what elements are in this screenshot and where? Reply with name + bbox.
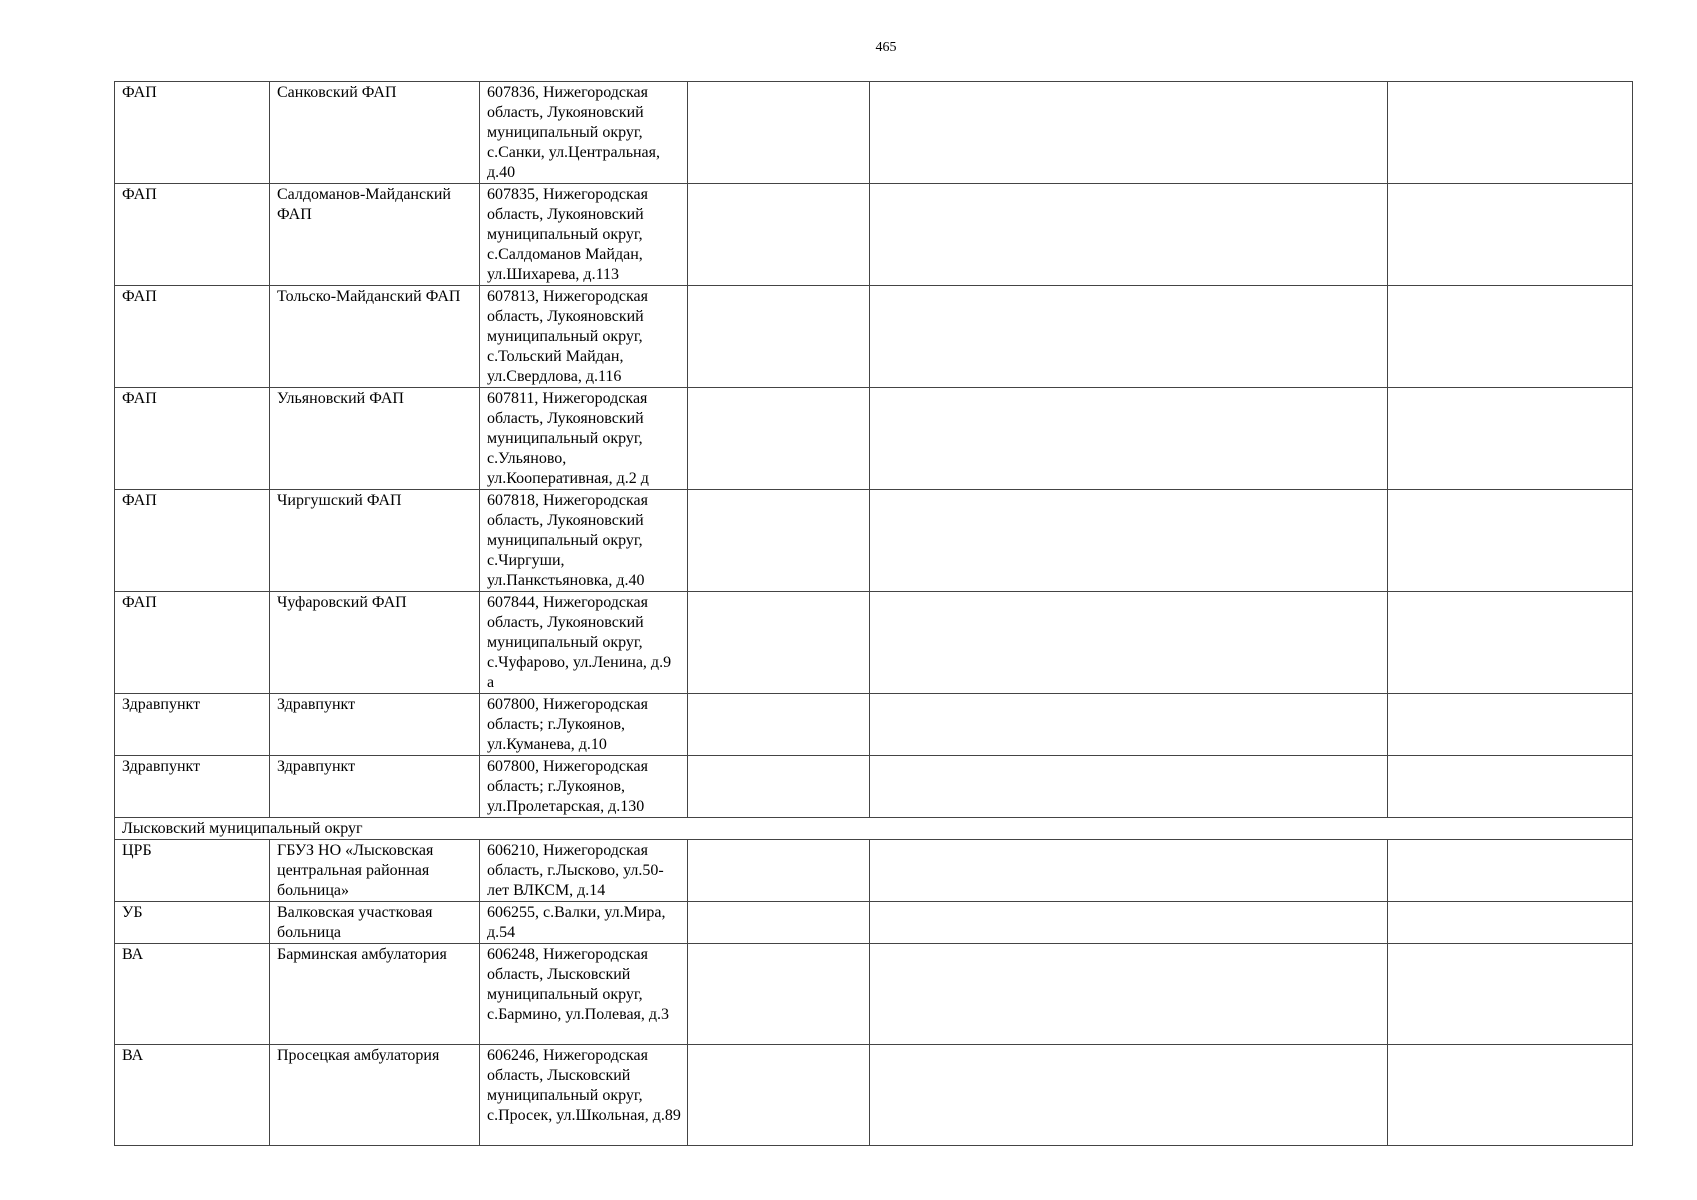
empty-cell xyxy=(1388,902,1633,944)
facility-type-cell: ЦРБ xyxy=(115,840,270,902)
table-row xyxy=(115,286,1633,388)
facility-type-cell: ФАП xyxy=(115,184,270,286)
empty-cell xyxy=(688,694,870,756)
empty-cell xyxy=(870,82,1388,184)
empty-cell xyxy=(1388,592,1633,694)
empty-cell xyxy=(870,388,1388,490)
facility-address-cell: 606248, Нижегородская область, Лысковский муниципальный округ, с.Бармино, ул.Полевая, д.3 xyxy=(480,944,688,1045)
empty-cell xyxy=(1388,490,1633,592)
empty-cell xyxy=(688,944,870,1045)
section-heading: Лысковский муниципальный округ xyxy=(115,818,1633,840)
empty-cell xyxy=(1388,944,1633,1045)
table-row xyxy=(115,592,1633,694)
facility-name-cell: Валковская участковая больница xyxy=(270,902,480,944)
facility-type-cell: УБ xyxy=(115,902,270,944)
facility-address-cell: 607818, Нижегородская область, Лукояновский муниципальный округ, с.Чиргуши, ул.Панкстьяновка, д.40 xyxy=(480,490,688,592)
table-row xyxy=(115,840,1633,902)
empty-cell xyxy=(688,902,870,944)
facility-name-cell: Просецкая амбулатория xyxy=(270,1045,480,1146)
facilities-table xyxy=(114,81,1633,1146)
table-row xyxy=(115,756,1633,818)
empty-cell xyxy=(688,184,870,286)
empty-cell xyxy=(1388,694,1633,756)
empty-cell xyxy=(1388,286,1633,388)
empty-cell xyxy=(870,756,1388,818)
facility-address-cell: 607800, Нижегородская область; г.Лукоянов, ул.Пролетарская, д.130 xyxy=(480,756,688,818)
facility-name-cell: Чуфаровский ФАП xyxy=(270,592,480,694)
facility-address-cell: 607813, Нижегородская область, Лукояновский муниципальный округ, с.Тольский Майдан, ул.Свердлова, д.116 xyxy=(480,286,688,388)
facility-type-cell: Здравпункт xyxy=(115,694,270,756)
table-row xyxy=(115,944,1633,1045)
empty-cell xyxy=(870,184,1388,286)
table-row xyxy=(115,388,1633,490)
table-row xyxy=(115,694,1633,756)
empty-cell xyxy=(870,490,1388,592)
empty-cell xyxy=(688,592,870,694)
facility-type-cell: ФАП xyxy=(115,286,270,388)
empty-cell xyxy=(870,694,1388,756)
facility-address-cell: 606246, Нижегородская область, Лысковский муниципальный округ, с.Просек, ул.Школьная, д.89 xyxy=(480,1045,688,1146)
section-row xyxy=(115,818,1633,840)
empty-cell xyxy=(688,388,870,490)
table-row xyxy=(115,490,1633,592)
facility-name-cell: Чиргушский ФАП xyxy=(270,490,480,592)
table-row xyxy=(115,902,1633,944)
facility-type-cell: ФАП xyxy=(115,490,270,592)
facility-address-cell: 607836, Нижегородская область, Лукояновский муниципальный округ, с.Санки, ул.Центральная, д.40 xyxy=(480,82,688,184)
facility-name-cell: Салдоманов-Майданский ФАП xyxy=(270,184,480,286)
facility-type-cell: ФАП xyxy=(115,592,270,694)
empty-cell xyxy=(1388,840,1633,902)
page-number: 465 xyxy=(875,40,897,55)
facility-name-cell: ГБУЗ НО «Лысковская центральная районная больница» xyxy=(270,840,480,902)
facility-type-cell: ВА xyxy=(115,1045,270,1146)
empty-cell xyxy=(688,840,870,902)
facility-type-cell: Здравпункт xyxy=(115,756,270,818)
facility-address-cell: 607835, Нижегородская область, Лукояновский муниципальный округ, с.Салдоманов Майдан, ул.Шихарева, д.113 xyxy=(480,184,688,286)
facility-type-cell: ФАП xyxy=(115,82,270,184)
empty-cell xyxy=(870,944,1388,1045)
empty-cell xyxy=(1388,1045,1633,1146)
empty-cell xyxy=(870,902,1388,944)
empty-cell xyxy=(870,286,1388,388)
empty-cell xyxy=(688,756,870,818)
facility-type-cell: ФАП xyxy=(115,388,270,490)
facility-type-cell: ВА xyxy=(115,944,270,1045)
empty-cell xyxy=(1388,82,1633,184)
empty-cell xyxy=(688,82,870,184)
empty-cell xyxy=(688,1045,870,1146)
facility-name-cell: Санковский ФАП xyxy=(270,82,480,184)
empty-cell xyxy=(1388,756,1633,818)
empty-cell xyxy=(870,840,1388,902)
facility-address-cell: 607800, Нижегородская область; г.Лукоянов, ул.Куманева, д.10 xyxy=(480,694,688,756)
facility-address-cell: 607844, Нижегородская область, Лукояновский муниципальный округ, с.Чуфарово, ул.Ленина, д.9 а xyxy=(480,592,688,694)
facility-name-cell: Здравпункт xyxy=(270,756,480,818)
empty-cell xyxy=(1388,388,1633,490)
facility-name-cell: Тольско-Майданский ФАП xyxy=(270,286,480,388)
facility-name-cell: Здравпункт xyxy=(270,694,480,756)
facility-address-cell: 607811, Нижегородская область, Лукояновский муниципальный округ, с.Ульяново, ул.Кооперативная, д.2 д xyxy=(480,388,688,490)
facility-address-cell: 606255, с.Валки, ул.Мира, д.54 xyxy=(480,902,688,944)
facility-name-cell: Барминская амбулатория xyxy=(270,944,480,1045)
empty-cell xyxy=(688,490,870,592)
empty-cell xyxy=(688,286,870,388)
facility-name-cell: Ульяновский ФАП xyxy=(270,388,480,490)
table-row xyxy=(115,82,1633,184)
facility-address-cell: 606210, Нижегородская область, г.Лысково, ул.50-лет ВЛКСМ, д.14 xyxy=(480,840,688,902)
empty-cell xyxy=(870,1045,1388,1146)
empty-cell xyxy=(1388,184,1633,286)
table-row xyxy=(115,184,1633,286)
table-row xyxy=(115,1045,1633,1146)
empty-cell xyxy=(870,592,1388,694)
